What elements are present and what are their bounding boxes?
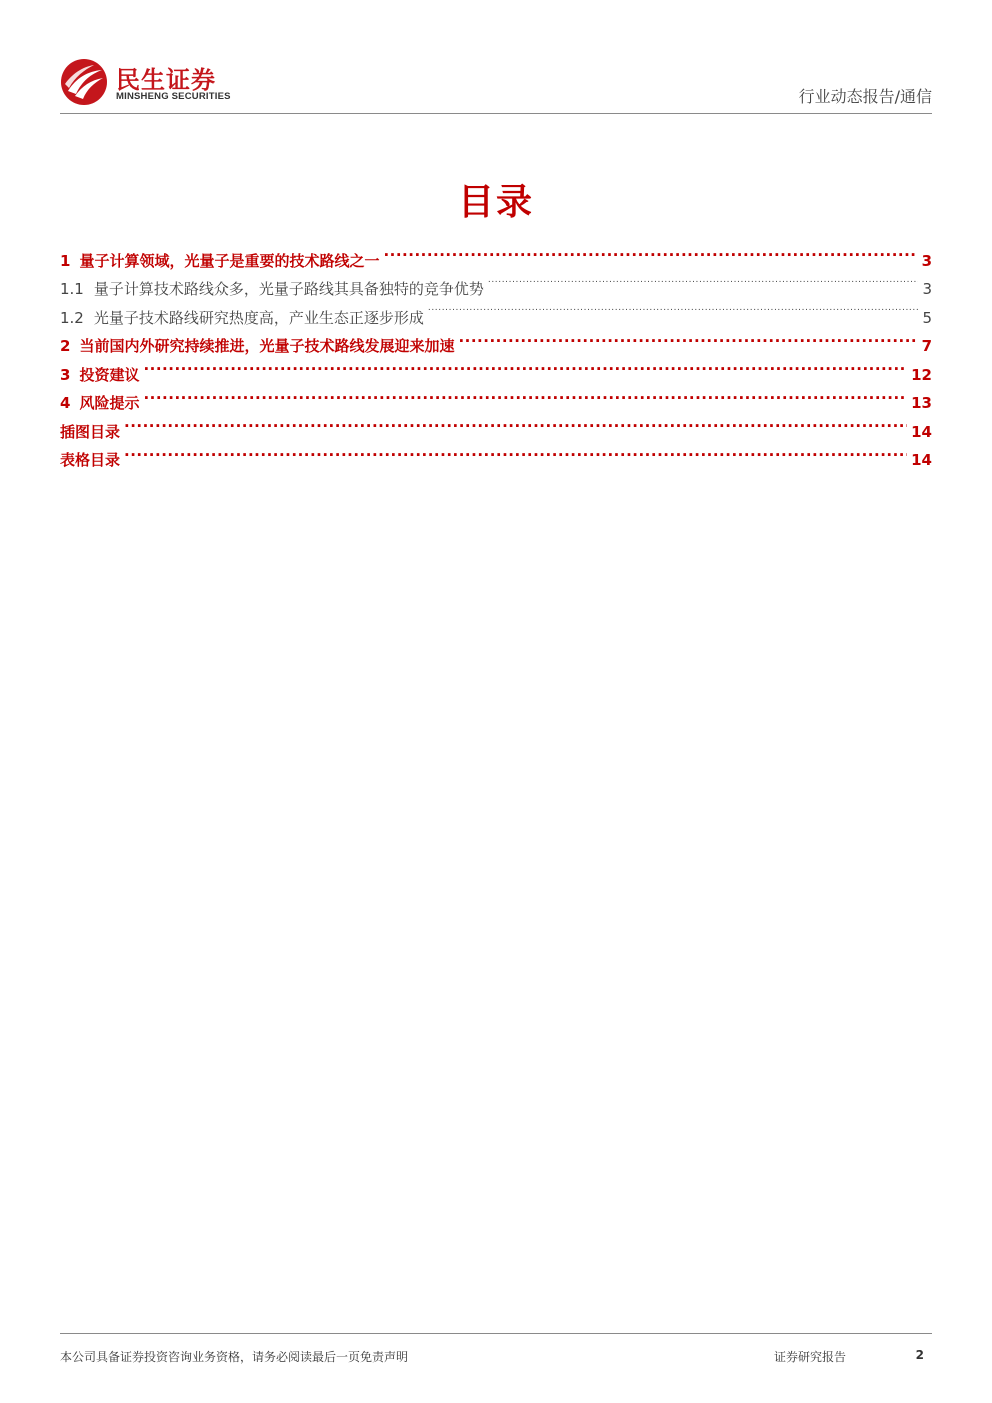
toc-dot-leader: [428, 294, 919, 323]
toc-entry-page: 3: [921, 251, 932, 270]
logo-chinese-name: 民生证券: [116, 66, 216, 94]
footer-report-label: 证券研究报告: [774, 1350, 847, 1364]
toc-entry-number: 1: [60, 251, 71, 270]
page-footer: [60, 1348, 932, 1368]
toc-entry-page: 7: [921, 337, 932, 355]
toc-entry-page: 14: [911, 451, 932, 469]
toc-entry[interactable]: [60, 380, 932, 412]
toc-dot-leader: [458, 323, 917, 352]
toc-dot-leader: [124, 437, 907, 466]
toc-entry[interactable]: [60, 437, 932, 469]
toc-dot-leader: [143, 351, 907, 380]
toc-entry-title: 量子计算领域，光量子是重要的技术路线之一: [79, 251, 380, 270]
toc-entry-title: 光量子技术路线研究热度高，产业生态正逐步形成: [93, 308, 424, 327]
toc-entry-number: 4: [60, 394, 71, 412]
toc-dot-leader: [143, 380, 907, 409]
toc-entry[interactable]: [60, 408, 932, 441]
toc-entry[interactable]: [60, 237, 932, 270]
report-type-label: 行业动态报告/通信: [798, 87, 932, 106]
toc-dot-leader: [124, 408, 907, 437]
toc-entry-title: 量子计算技术路线众多，光量子路线其具备独特的竞争优势: [93, 280, 484, 298]
toc-entry-title: 插图目录: [60, 422, 121, 441]
toc-entry-page: 14: [911, 422, 932, 441]
toc-dot-leader: [488, 266, 919, 295]
logo-english-name: MINSHENG SECURITIES: [116, 91, 231, 102]
footer-disclaimer: 本公司具备证券投资咨询业务资格，请务必阅读最后一页免责声明: [60, 1350, 409, 1364]
toc-dot-leader: [383, 237, 917, 266]
toc-title: 目录: [457, 182, 534, 223]
toc-entry-page: 13: [911, 394, 932, 412]
minsheng-logo: [60, 58, 250, 108]
toc-entry-title: 投资建议: [79, 365, 140, 384]
toc-entry-number: 1.2: [60, 308, 84, 327]
minsheng-logo-icon: [60, 58, 108, 106]
toc-entry-title: 当前国内外研究持续推进，光量子技术路线发展迎来加速: [79, 337, 455, 355]
toc-entry-page: 12: [911, 365, 932, 384]
toc-entry-title: 表格目录: [60, 451, 121, 469]
toc-entry-page: 5: [922, 308, 932, 327]
page-header: [60, 52, 932, 114]
toc-entry-page: 3: [922, 280, 932, 298]
toc-entry[interactable]: [60, 351, 932, 384]
toc-entry-title: 风险提示: [79, 394, 140, 412]
header-divider: [60, 113, 932, 114]
toc-entry-number: 2: [60, 337, 71, 355]
page-number: 2: [915, 1348, 924, 1362]
footer-divider: [60, 1333, 932, 1334]
table-of-contents: [60, 237, 932, 469]
toc-entry-number: 3: [60, 365, 71, 384]
toc-entry-number: 1.1: [60, 280, 84, 298]
